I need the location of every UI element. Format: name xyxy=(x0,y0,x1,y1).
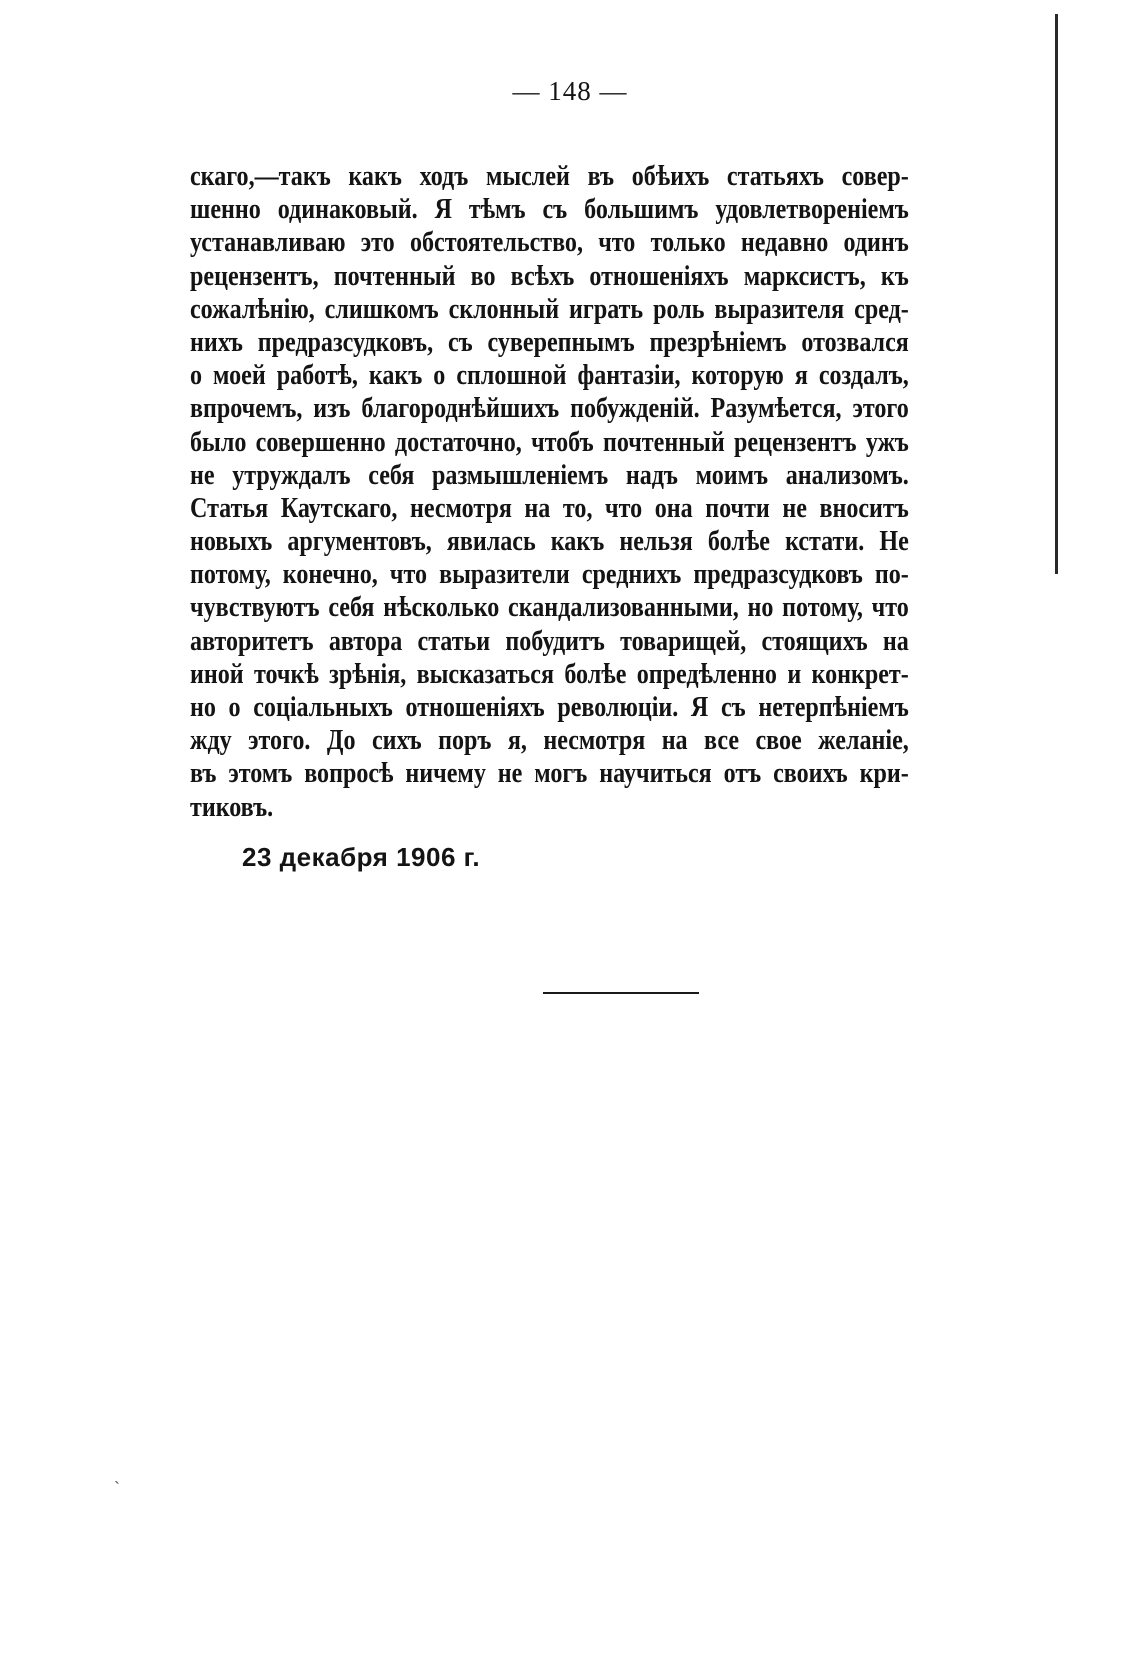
scan-speck: ˋ xyxy=(114,1478,120,1498)
body-text xyxy=(190,160,909,824)
text-line: впрочемъ, изъ благороднѣйшихъ побужденій. Разумѣется, этого xyxy=(190,392,909,425)
text-line: авторитетъ автора статьи побудитъ товарищей, стоящихъ на xyxy=(190,624,909,657)
text-line: въ этомъ вопросѣ ничему не могъ научиться отъ своихъ кри- xyxy=(190,757,909,790)
text-line: тиковъ. xyxy=(190,790,274,823)
text-line: шенно одинаковый. Я тѣмъ съ большимъ удовлетвореніемъ xyxy=(190,193,909,226)
text-line: новыхъ аргументовъ, явилась какъ нельзя болѣе кстати. Не xyxy=(190,525,909,558)
text-line: было совершенно достаточно, чтобъ почтенный рецензентъ ужъ xyxy=(190,425,909,458)
page-number: — 148 — xyxy=(512,76,628,106)
scan-edge-mark xyxy=(1055,14,1058,574)
text-line: чувствуютъ себя нѣсколько скандализованными, но потому, что xyxy=(190,591,909,624)
text-line: Статья Каутскаго, несмотря на то, что она почти не вноситъ xyxy=(190,491,909,524)
text-line: потому, конечно, что выразители среднихъ предразсудковъ по- xyxy=(190,558,909,591)
date-line: 23 декабря 1906 г. xyxy=(242,842,481,872)
text-line: о моей работѣ, какъ о сплошной фантазіи, которую я создалъ, xyxy=(190,359,909,392)
text-line: скаго,—такъ какъ ходъ мыслей въ обѣихъ статьяхъ совер- xyxy=(190,160,909,192)
text-line: но о соціальныхъ отношеніяхъ революціи. Я съ нетерпѣніемъ xyxy=(190,691,909,723)
text-line: сожалѣнію, слишкомъ склонный играть роль выразителя сред- xyxy=(190,292,909,325)
text-line: нихъ предразсудковъ, съ суверепнымъ презрѣніемъ отозвался xyxy=(190,325,909,358)
text-line: не утруждалъ себя размышленіемъ надъ моимъ анализомъ. xyxy=(190,458,909,491)
closing-rule xyxy=(543,992,699,994)
text-line: жду этого. До сихъ поръ я, несмотря на все свое желаніе, xyxy=(190,724,909,757)
text-line: устанавливаю это обстоятельство, что только недавно одинъ xyxy=(190,226,909,259)
text-line: рецензентъ, почтенный во всѣхъ отношеніяхъ марксистъ, къ xyxy=(190,259,909,292)
text-line: иной точкѣ зрѣнія, высказаться болѣе опредѣленно и конкрет- xyxy=(190,657,909,690)
